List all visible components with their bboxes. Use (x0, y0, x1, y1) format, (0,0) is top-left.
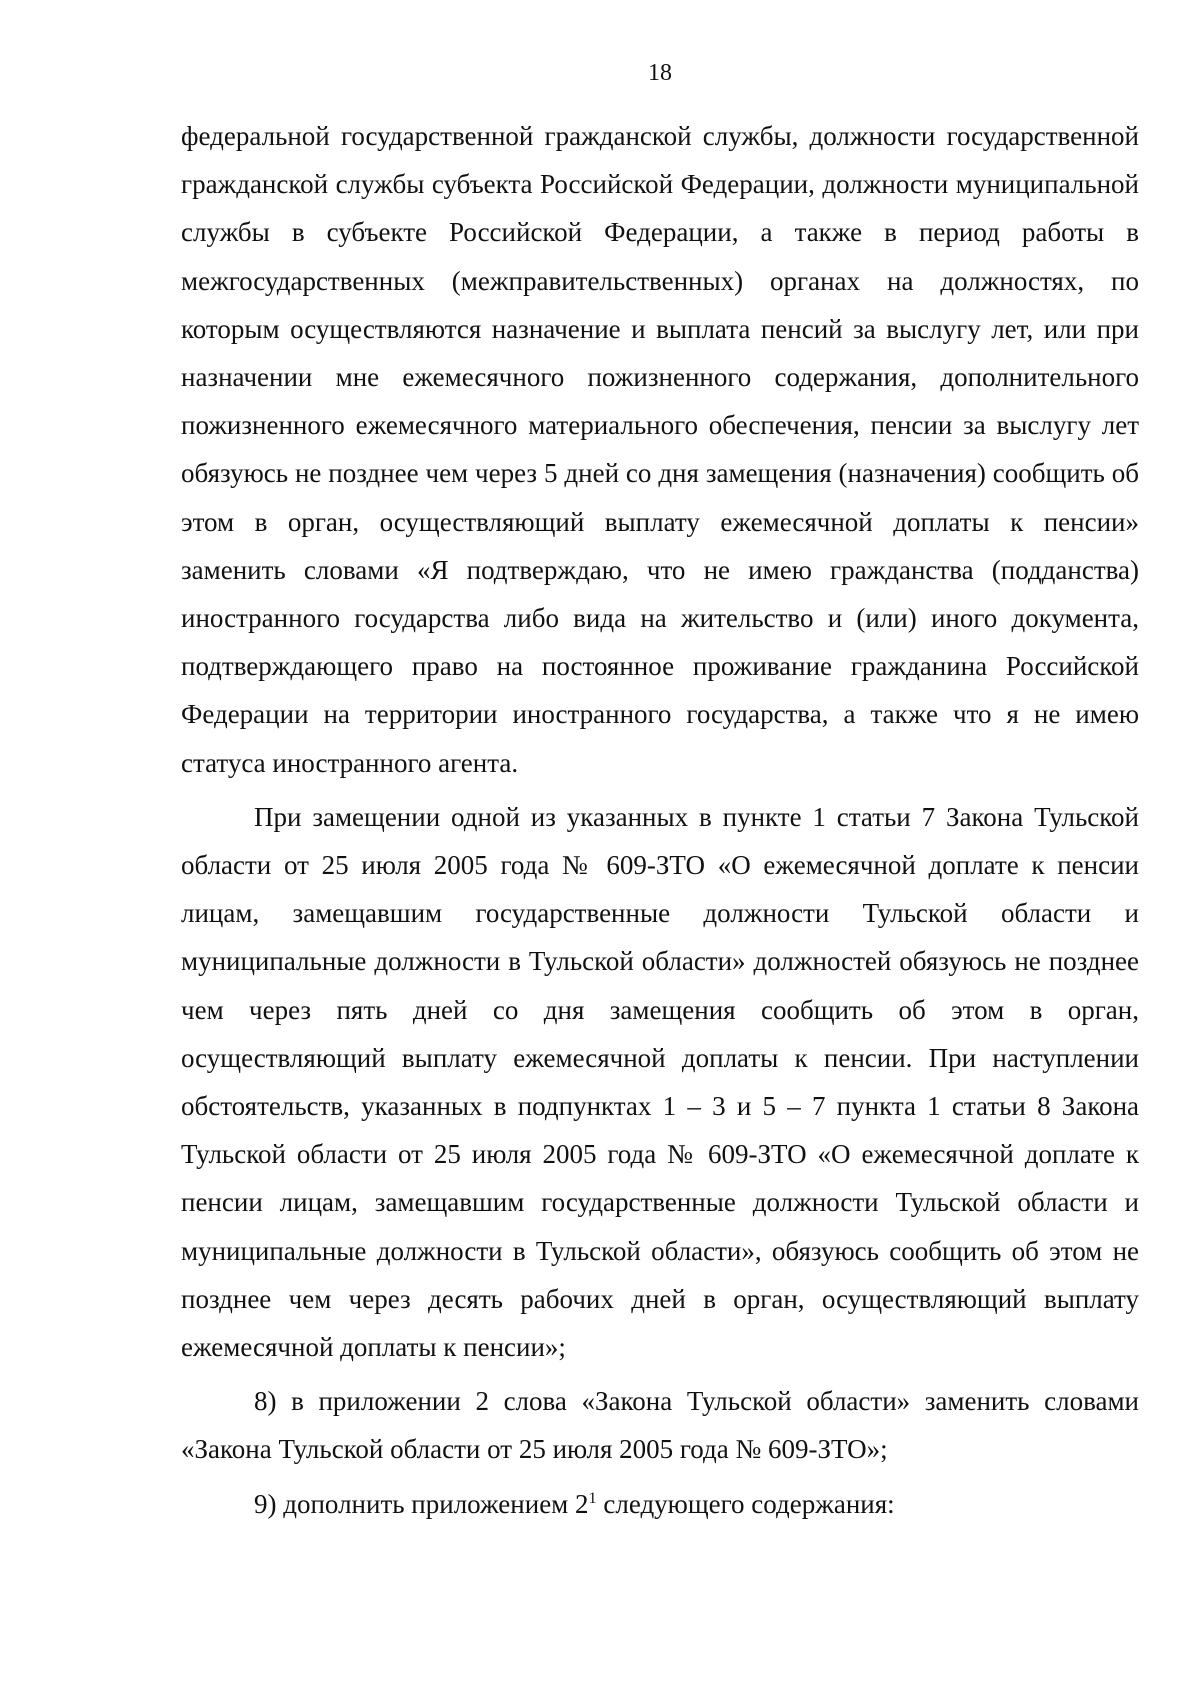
item-9-superscript: 1 (588, 1488, 597, 1507)
paragraph-continuation: федеральной государственной гражданской службы, должности государственной гражданской службы субъекта Российской Федерации, должности муниципальной службы в субъекте Российской Федерации, а также в период работы в межгосударственных (межправительственных) органах на должностях, по которым осуществляются назначение и выплата пенсий за выслугу лет, или при назначении мне ежемесячного пожизненного содержания, дополнительного пожизненного ежемесячного материального обеспечения, пенсии за выслугу лет обязуюсь не позднее чем через 5 дней со дня замещения (назначения) сообщить об этом в орган, осуществляющий выплату ежемесячной доплаты к пенсии» заменить словами «Я подтверждаю, что не имею гражданства (подданства) иностранного государства либо вида на жительство и (или) иного документа, подтверждающего право на постоянное проживание гражданина Российской Федерации на территории иностранного государства, а также что я не имею статуса иностранного агента. (181, 121, 1139, 778)
item-9-text-end: следующего содержания: (596, 1488, 895, 1519)
page-number: 18 (648, 60, 672, 86)
paragraph-item-8: 8) в приложении 2 слова «Закона Тульской области» заменить словами «Закона Тульской области от 25 июля 2005 года № 609-ЗТО»; (181, 1386, 1139, 1465)
paragraph-obligation: При замещении одной из указанных в пункте 1 статьи 7 Закона Тульской области от 25 июля 2005 года № 609-ЗТО «О ежемесячной доплате к пенсии лицам, замещавшим государственные должности Тульской области и муниципальные должности в Тульской области» должностей обязуюсь не позднее чем через пять дней со дня замещения сообщить об этом в орган, осуществляющий выплату ежемесячной доплаты к пенсии. При наступлении обстоятельств, указанных в подпунктах 1 – 3 и 5 – 7 пункта 1 статьи 8 Закона Тульской области от 25 июля 2005 года № 609-ЗТО «О ежемесячной доплате к пенсии лицам, замещавшим государственные должности Тульской области и муниципальные должности в Тульской области», обязуюсь сообщить об этом не позднее чем через десять рабочих дней в орган, осуществляющий выплату ежемесячной доплаты к пенсии»; (181, 801, 1139, 1363)
item-9-text: 9) дополнить приложением 2 (254, 1488, 589, 1519)
document-body (181, 112, 1139, 1528)
paragraph-item-9 (181, 1480, 1139, 1528)
